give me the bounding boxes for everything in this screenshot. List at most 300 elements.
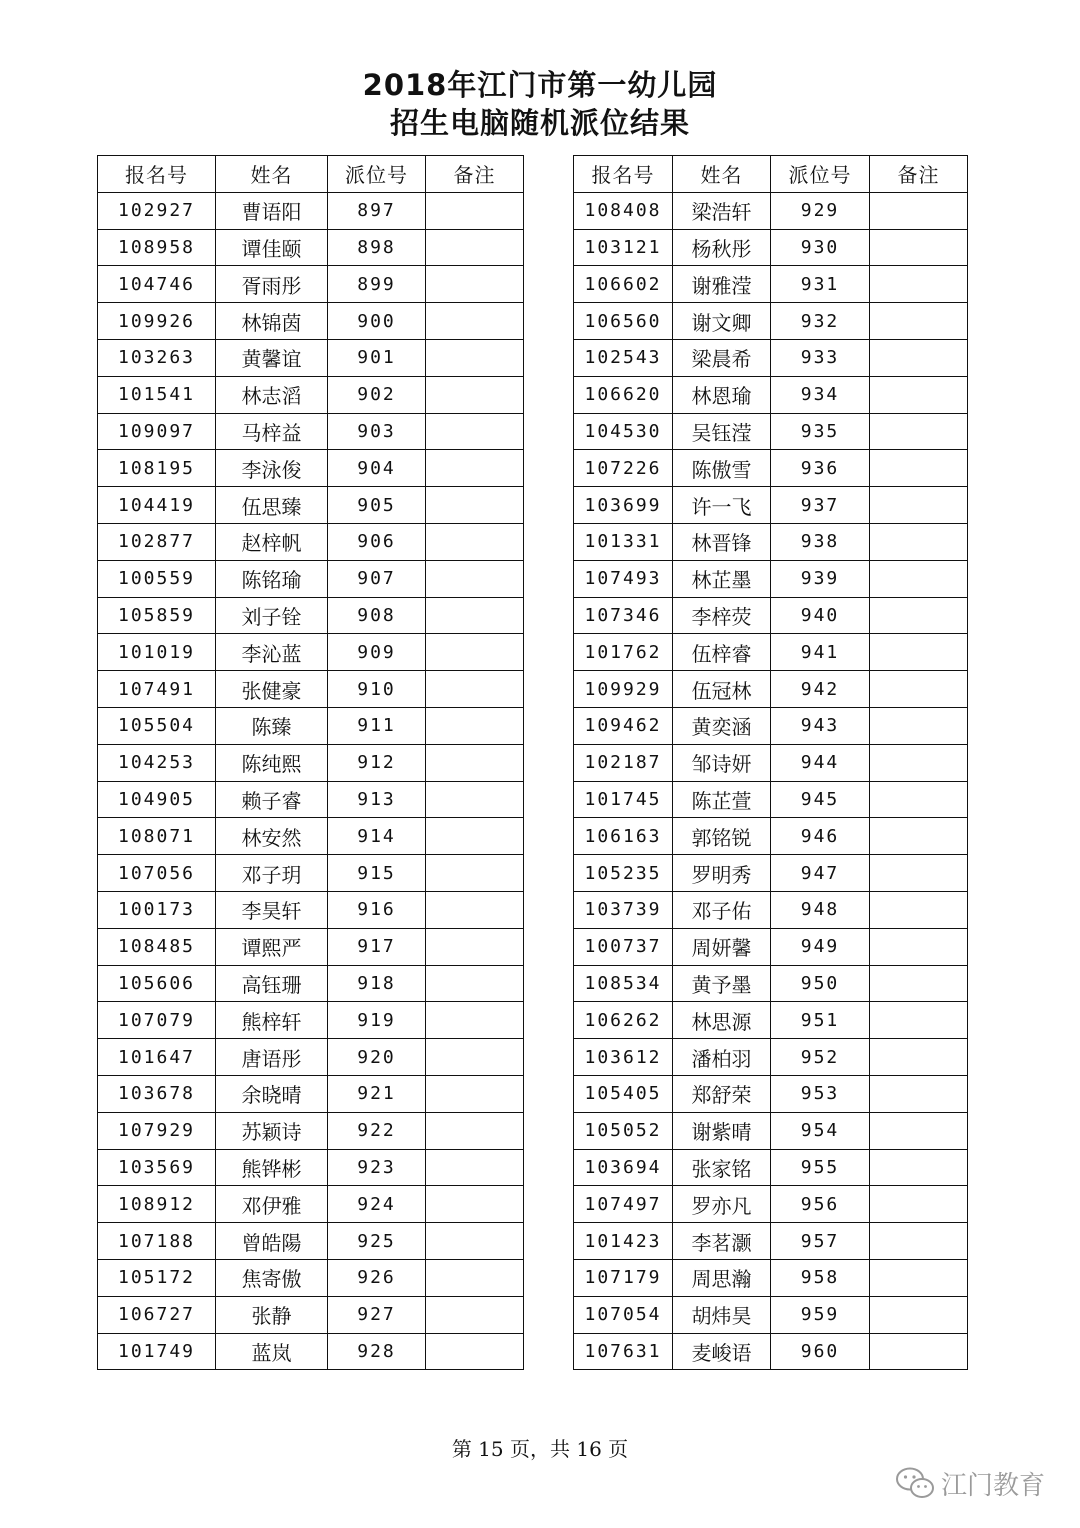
table-row	[98, 1186, 524, 1223]
table-row	[574, 339, 968, 376]
cell-slot-no: 924	[328, 1186, 426, 1223]
table-row	[574, 818, 968, 855]
cell-slot-no: 950	[771, 965, 870, 1002]
cell-name: 伍冠林	[673, 671, 771, 708]
column-header-slot-no: 派位号	[328, 156, 426, 193]
cell-remark	[870, 781, 968, 818]
cell-remark	[426, 1002, 524, 1039]
cell-name: 林志滔	[216, 376, 328, 413]
cell-reg-no: 108071	[98, 818, 216, 855]
cell-name: 熊梓轩	[216, 1002, 328, 1039]
cell-name: 谢紫晴	[673, 1112, 771, 1149]
cell-slot-no: 935	[771, 413, 870, 450]
table-row	[574, 487, 968, 524]
cell-reg-no: 107497	[574, 1186, 673, 1223]
cell-reg-no: 107226	[574, 450, 673, 487]
table-row	[574, 1223, 968, 1260]
table-row	[98, 1333, 524, 1370]
cell-remark	[870, 1259, 968, 1296]
cell-remark	[870, 303, 968, 340]
cell-slot-no: 931	[771, 266, 870, 303]
cell-name: 胥雨彤	[216, 266, 328, 303]
table-row	[98, 450, 524, 487]
cell-name: 伍思臻	[216, 487, 328, 524]
cell-remark	[426, 671, 524, 708]
cell-slot-no: 937	[771, 487, 870, 524]
cell-reg-no: 104530	[574, 413, 673, 450]
table-row	[574, 1112, 968, 1149]
cell-reg-no: 107346	[574, 597, 673, 634]
table-row	[98, 413, 524, 450]
cell-name: 李昊轩	[216, 891, 328, 928]
cell-slot-no: 946	[771, 818, 870, 855]
cell-reg-no: 108912	[98, 1186, 216, 1223]
cell-slot-no: 957	[771, 1223, 870, 1260]
cell-remark	[870, 1149, 968, 1186]
cell-remark	[426, 1296, 524, 1333]
right-result-table	[573, 155, 968, 1370]
cell-name: 谢文卿	[673, 303, 771, 340]
cell-name: 周妍馨	[673, 928, 771, 965]
column-header-name: 姓名	[216, 156, 328, 193]
table-row	[98, 1296, 524, 1333]
cell-reg-no: 102543	[574, 339, 673, 376]
table-row	[574, 266, 968, 303]
table-row	[98, 1149, 524, 1186]
cell-remark	[426, 634, 524, 671]
cell-slot-no: 912	[328, 744, 426, 781]
cell-remark	[426, 1259, 524, 1296]
cell-reg-no: 101647	[98, 1039, 216, 1076]
cell-name: 潘柏羽	[673, 1039, 771, 1076]
cell-remark	[870, 1186, 968, 1223]
cell-name: 伍梓睿	[673, 634, 771, 671]
table-row	[98, 266, 524, 303]
cell-slot-no: 956	[771, 1186, 870, 1223]
cell-reg-no: 101331	[574, 523, 673, 560]
table-row	[574, 229, 968, 266]
cell-remark	[870, 1333, 968, 1370]
cell-reg-no: 101541	[98, 376, 216, 413]
cell-remark	[426, 1149, 524, 1186]
cell-name: 麦峻语	[673, 1333, 771, 1370]
cell-reg-no: 105052	[574, 1112, 673, 1149]
cell-remark	[426, 707, 524, 744]
cell-remark	[870, 376, 968, 413]
cell-reg-no: 102927	[98, 192, 216, 229]
watermark	[895, 1463, 1045, 1503]
table-row	[574, 1333, 968, 1370]
table-row	[98, 1112, 524, 1149]
cell-name: 邓子玥	[216, 855, 328, 892]
cell-slot-no: 955	[771, 1149, 870, 1186]
cell-slot-no: 959	[771, 1296, 870, 1333]
cell-slot-no: 945	[771, 781, 870, 818]
cell-slot-no: 916	[328, 891, 426, 928]
cell-reg-no: 101745	[574, 781, 673, 818]
cell-remark	[426, 744, 524, 781]
table-row	[574, 376, 968, 413]
cell-reg-no: 104746	[98, 266, 216, 303]
cell-name: 杨秋彤	[673, 229, 771, 266]
cell-reg-no: 106602	[574, 266, 673, 303]
table-row	[574, 1149, 968, 1186]
cell-reg-no: 108408	[574, 192, 673, 229]
cell-remark	[870, 266, 968, 303]
cell-name: 陈芷萱	[673, 781, 771, 818]
cell-remark	[426, 1112, 524, 1149]
table-row	[98, 1259, 524, 1296]
cell-reg-no: 105504	[98, 707, 216, 744]
cell-remark	[426, 1039, 524, 1076]
cell-name: 梁浩轩	[673, 192, 771, 229]
cell-slot-no: 960	[771, 1333, 870, 1370]
cell-name: 陈傲雪	[673, 450, 771, 487]
cell-remark	[870, 1075, 968, 1112]
cell-name: 苏颖诗	[216, 1112, 328, 1149]
cell-reg-no: 107188	[98, 1223, 216, 1260]
table-row	[98, 965, 524, 1002]
cell-reg-no: 106262	[574, 1002, 673, 1039]
cell-name: 熊铧彬	[216, 1149, 328, 1186]
column-header-remark: 备注	[426, 156, 524, 193]
cell-reg-no: 108958	[98, 229, 216, 266]
table-row	[574, 1296, 968, 1333]
cell-name: 周思瀚	[673, 1259, 771, 1296]
cell-remark	[870, 671, 968, 708]
cell-slot-no: 929	[771, 192, 870, 229]
cell-name: 张健豪	[216, 671, 328, 708]
cell-slot-no: 920	[328, 1039, 426, 1076]
cell-slot-no: 934	[771, 376, 870, 413]
table-row	[574, 192, 968, 229]
cell-slot-no: 911	[328, 707, 426, 744]
cell-slot-no: 926	[328, 1259, 426, 1296]
cell-reg-no: 104419	[98, 487, 216, 524]
cell-reg-no: 107631	[574, 1333, 673, 1370]
table-row	[574, 744, 968, 781]
table-row	[98, 192, 524, 229]
cell-slot-no: 928	[328, 1333, 426, 1370]
cell-reg-no: 105606	[98, 965, 216, 1002]
cell-reg-no: 109097	[98, 413, 216, 450]
cell-remark	[426, 965, 524, 1002]
cell-remark	[870, 487, 968, 524]
cell-remark	[426, 339, 524, 376]
table-row	[574, 1075, 968, 1112]
cell-remark	[870, 1112, 968, 1149]
left-result-table	[97, 155, 524, 1370]
cell-slot-no: 908	[328, 597, 426, 634]
cell-name: 邹诗妍	[673, 744, 771, 781]
cell-slot-no: 902	[328, 376, 426, 413]
cell-reg-no: 104253	[98, 744, 216, 781]
cell-name: 曾皓陽	[216, 1223, 328, 1260]
table-row	[574, 1186, 968, 1223]
cell-slot-no: 910	[328, 671, 426, 708]
cell-remark	[426, 1186, 524, 1223]
cell-remark	[426, 450, 524, 487]
cell-reg-no: 100737	[574, 928, 673, 965]
cell-name: 陈铭瑜	[216, 560, 328, 597]
cell-remark	[426, 928, 524, 965]
page-number: 第 15 页，共 16 页	[451, 1437, 629, 1461]
cell-remark	[870, 744, 968, 781]
cell-slot-no: 953	[771, 1075, 870, 1112]
cell-name: 余晓晴	[216, 1075, 328, 1112]
cell-remark	[870, 1002, 968, 1039]
cell-name: 焦寄傲	[216, 1259, 328, 1296]
cell-remark	[870, 707, 968, 744]
cell-slot-no: 949	[771, 928, 870, 965]
cell-slot-no: 909	[328, 634, 426, 671]
cell-remark	[426, 1075, 524, 1112]
cell-reg-no: 108534	[574, 965, 673, 1002]
table-row	[574, 928, 968, 965]
cell-name: 张家铭	[673, 1149, 771, 1186]
cell-name: 梁晨希	[673, 339, 771, 376]
table-row	[98, 376, 524, 413]
cell-slot-no: 922	[328, 1112, 426, 1149]
cell-remark	[870, 413, 968, 450]
cell-reg-no: 105859	[98, 597, 216, 634]
cell-slot-no: 947	[771, 855, 870, 892]
table-row	[574, 1259, 968, 1296]
column-header-reg-no: 报名号	[98, 156, 216, 193]
cell-remark	[426, 229, 524, 266]
cell-name: 蓝岚	[216, 1333, 328, 1370]
cell-slot-no: 913	[328, 781, 426, 818]
table-row	[98, 1039, 524, 1076]
cell-name: 黄奕涵	[673, 707, 771, 744]
cell-name: 陈纯熙	[216, 744, 328, 781]
cell-slot-no: 914	[328, 818, 426, 855]
cell-remark	[870, 339, 968, 376]
cell-reg-no: 109926	[98, 303, 216, 340]
cell-name: 马梓益	[216, 413, 328, 450]
cell-reg-no: 107493	[574, 560, 673, 597]
cell-name: 黄馨谊	[216, 339, 328, 376]
cell-slot-no: 904	[328, 450, 426, 487]
table-row	[574, 634, 968, 671]
cell-name: 郑舒荣	[673, 1075, 771, 1112]
table-row	[98, 818, 524, 855]
table-row	[574, 303, 968, 340]
table-row	[98, 597, 524, 634]
cell-slot-no: 923	[328, 1149, 426, 1186]
cell-slot-no: 918	[328, 965, 426, 1002]
cell-slot-no: 933	[771, 339, 870, 376]
table-row	[574, 1002, 968, 1039]
cell-name: 邓子佑	[673, 891, 771, 928]
table-row	[98, 303, 524, 340]
cell-slot-no: 921	[328, 1075, 426, 1112]
cell-name: 吴钰滢	[673, 413, 771, 450]
cell-reg-no: 107054	[574, 1296, 673, 1333]
cell-reg-no: 107929	[98, 1112, 216, 1149]
cell-remark	[426, 855, 524, 892]
cell-slot-no: 930	[771, 229, 870, 266]
cell-remark	[426, 376, 524, 413]
table-row	[574, 781, 968, 818]
cell-slot-no: 941	[771, 634, 870, 671]
cell-name: 林锦茵	[216, 303, 328, 340]
cell-reg-no: 101019	[98, 634, 216, 671]
table-row	[98, 781, 524, 818]
header-row	[574, 156, 968, 193]
cell-name: 罗亦凡	[673, 1186, 771, 1223]
cell-reg-no: 106727	[98, 1296, 216, 1333]
cell-reg-no: 108195	[98, 450, 216, 487]
cell-reg-no: 100559	[98, 560, 216, 597]
cell-name: 林安然	[216, 818, 328, 855]
cell-reg-no: 107491	[98, 671, 216, 708]
cell-reg-no: 102187	[574, 744, 673, 781]
cell-slot-no: 907	[328, 560, 426, 597]
table-row	[98, 560, 524, 597]
cell-remark	[870, 450, 968, 487]
table-row	[574, 597, 968, 634]
cell-name: 唐语彤	[216, 1039, 328, 1076]
cell-slot-no: 954	[771, 1112, 870, 1149]
page-title: 2018年江门市第一幼儿园	[362, 68, 718, 102]
cell-name: 郭铭锐	[673, 818, 771, 855]
cell-reg-no: 108485	[98, 928, 216, 965]
table-row	[98, 1223, 524, 1260]
cell-remark	[426, 560, 524, 597]
cell-reg-no: 101762	[574, 634, 673, 671]
cell-remark	[870, 192, 968, 229]
column-header-name: 姓名	[673, 156, 771, 193]
cell-slot-no: 917	[328, 928, 426, 965]
cell-reg-no: 104905	[98, 781, 216, 818]
cell-remark	[426, 891, 524, 928]
cell-slot-no: 901	[328, 339, 426, 376]
cell-slot-no: 940	[771, 597, 870, 634]
cell-name: 张静	[216, 1296, 328, 1333]
cell-name: 邓伊雅	[216, 1186, 328, 1223]
page-subtitle: 招生电脑随机派位结果	[389, 106, 690, 140]
table-row	[98, 523, 524, 560]
cell-reg-no: 107179	[574, 1259, 673, 1296]
table-row	[98, 229, 524, 266]
cell-name: 李沁蓝	[216, 634, 328, 671]
cell-name: 曹语阳	[216, 192, 328, 229]
cell-slot-no: 927	[328, 1296, 426, 1333]
cell-remark	[426, 1223, 524, 1260]
header-row	[98, 156, 524, 193]
table-row	[98, 855, 524, 892]
cell-reg-no: 100173	[98, 891, 216, 928]
cell-remark	[870, 1296, 968, 1333]
cell-slot-no: 905	[328, 487, 426, 524]
cell-reg-no: 107056	[98, 855, 216, 892]
cell-remark	[426, 523, 524, 560]
cell-reg-no: 105235	[574, 855, 673, 892]
table-row	[98, 487, 524, 524]
cell-name: 林思源	[673, 1002, 771, 1039]
cell-reg-no: 106620	[574, 376, 673, 413]
cell-reg-no: 103569	[98, 1149, 216, 1186]
table-row	[574, 671, 968, 708]
cell-name: 胡炜昊	[673, 1296, 771, 1333]
table-row	[574, 707, 968, 744]
cell-slot-no: 952	[771, 1039, 870, 1076]
column-header-slot-no: 派位号	[771, 156, 870, 193]
cell-slot-no: 942	[771, 671, 870, 708]
table-row	[98, 1002, 524, 1039]
cell-slot-no: 899	[328, 266, 426, 303]
cell-name: 李泳俊	[216, 450, 328, 487]
cell-remark	[426, 266, 524, 303]
cell-reg-no: 109462	[574, 707, 673, 744]
cell-remark	[870, 560, 968, 597]
cell-slot-no: 932	[771, 303, 870, 340]
cell-reg-no: 107079	[98, 1002, 216, 1039]
cell-slot-no: 897	[328, 192, 426, 229]
cell-remark	[870, 928, 968, 965]
cell-reg-no: 103739	[574, 891, 673, 928]
column-header-remark: 备注	[870, 156, 968, 193]
cell-reg-no: 103121	[574, 229, 673, 266]
cell-remark	[426, 413, 524, 450]
cell-remark	[426, 818, 524, 855]
cell-name: 刘子铨	[216, 597, 328, 634]
cell-remark	[426, 1333, 524, 1370]
cell-slot-no: 915	[328, 855, 426, 892]
cell-name: 高钰珊	[216, 965, 328, 1002]
cell-reg-no: 103678	[98, 1075, 216, 1112]
table-row	[98, 707, 524, 744]
cell-remark	[870, 891, 968, 928]
cell-reg-no: 101749	[98, 1333, 216, 1370]
table-row	[98, 891, 524, 928]
cell-reg-no: 106560	[574, 303, 673, 340]
cell-name: 许一飞	[673, 487, 771, 524]
table-row	[98, 339, 524, 376]
cell-reg-no: 101423	[574, 1223, 673, 1260]
cell-remark	[870, 1223, 968, 1260]
cell-remark	[426, 487, 524, 524]
cell-remark	[870, 597, 968, 634]
table-row	[574, 450, 968, 487]
cell-remark	[870, 855, 968, 892]
cell-name: 李梓荧	[673, 597, 771, 634]
table-row	[98, 671, 524, 708]
cell-remark	[870, 229, 968, 266]
cell-reg-no: 103699	[574, 487, 673, 524]
table-row	[98, 634, 524, 671]
cell-slot-no: 919	[328, 1002, 426, 1039]
cell-name: 谭佳颐	[216, 229, 328, 266]
table-row	[98, 928, 524, 965]
cell-slot-no: 925	[328, 1223, 426, 1260]
cell-remark	[870, 1039, 968, 1076]
cell-reg-no: 105405	[574, 1075, 673, 1112]
table-row	[574, 965, 968, 1002]
watermark-text: 江门教育	[941, 1470, 1046, 1501]
cell-slot-no: 944	[771, 744, 870, 781]
cell-reg-no: 106163	[574, 818, 673, 855]
cell-slot-no: 936	[771, 450, 870, 487]
cell-remark	[870, 965, 968, 1002]
cell-slot-no: 906	[328, 523, 426, 560]
cell-slot-no: 903	[328, 413, 426, 450]
cell-name: 林恩瑜	[673, 376, 771, 413]
cell-name: 赵梓帆	[216, 523, 328, 560]
table-row	[574, 855, 968, 892]
table-row	[98, 744, 524, 781]
